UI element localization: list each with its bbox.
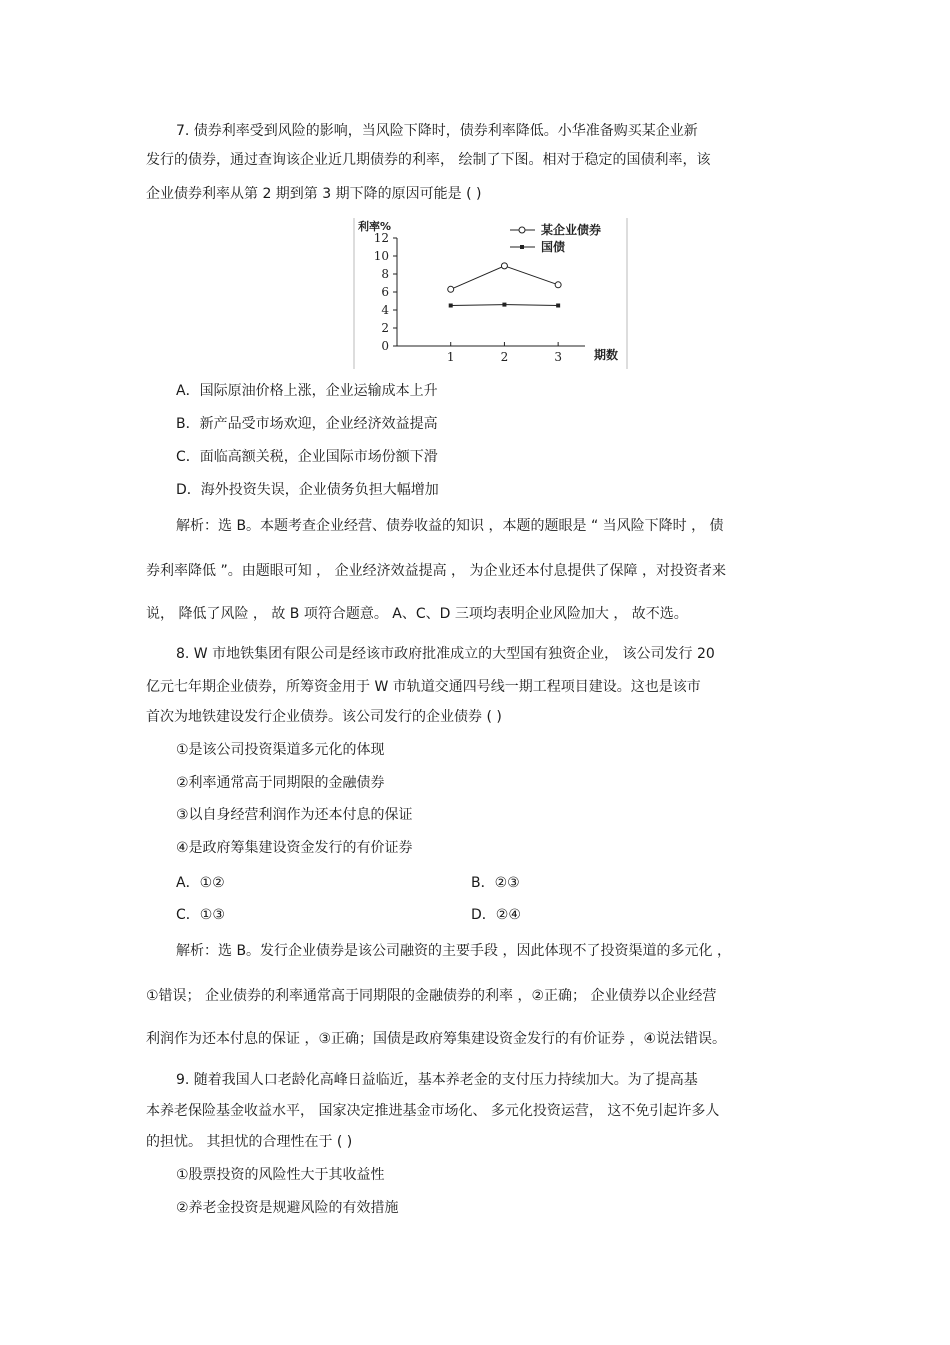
q8-item-2: ②利率通常高于同期限的金融债券	[176, 775, 385, 791]
q7-analysis-line-2: 券利率降低 ”。由题眼可知 ， 企业经济效益提高 ， 为企业还本付息提供了保障 ，对投资者来	[146, 563, 726, 579]
q8-analysis-line-3: 利润作为还本付息的保证 ，③正确；国债是政府筹集建设资金发行的有价证券 ，④说法错误。	[146, 1031, 726, 1047]
interest-rate-chart	[345, 215, 635, 373]
q8-option-a: A．①②	[176, 875, 225, 891]
q7-option-b: B．新产品受市场欢迎，企业经济效益提高	[176, 416, 438, 432]
q9-stem-line-1: 9. 随着我国人口老龄化高峰日益临近，基本养老金的支付压力持续加大。为了提高基	[176, 1072, 698, 1088]
y-tick-label: 6	[381, 285, 389, 299]
q8-item-1: ①是该公司投资渠道多元化的体现	[176, 742, 385, 758]
q8-option-b: B．②③	[471, 875, 520, 891]
q9-stem-line-2: 本养老保险基金收益水平， 国家决定推进基金市场化、 多元化投资运营， 这不免引起许多人	[146, 1103, 720, 1119]
q8-stem-line-1: 8. W 市地铁集团有限公司是经该市政府批准成立的大型国有独资企业， 该公司发行 20	[176, 646, 715, 662]
q8-analysis-line-2: ①错误； 企业债券的利率通常高于同期限的金融债券的利率 ，②正确； 企业债券以企业经营	[146, 988, 717, 1004]
q8-option-d: D．②④	[471, 907, 521, 923]
q7-stem-line-1: 7. 债券利率受到风险的影响，当风险下降时，债券利率降低。小华准备购买某企业新	[176, 123, 698, 139]
legend-marker-treasury	[520, 245, 524, 249]
q7-option-d: D．海外投资失误，企业债务负担大幅增加	[176, 482, 439, 498]
q7-option-a: A．国际原油价格上涨，企业运输成本上升	[176, 383, 438, 399]
y-tick-label: 4	[381, 303, 389, 317]
q7-analysis-line-3: 说， 降低了风险 ， 故 B 项符合题意。 A、C、D 三项均表明企业风险加大 ， 故不选。	[146, 606, 688, 622]
series-line-1	[451, 266, 558, 289]
data-point-enterprise-bond	[555, 282, 561, 288]
q9-stem-line-3: 的担忧。 其担忧的合理性在于 ( )	[146, 1134, 353, 1150]
q7-analysis-line-1: 解析：选 B。本题考查企业经营、债券收益的知识 ，本题的题眼是 “ 当风险下降时 ， 债	[176, 518, 724, 534]
q7-stem-line-2: 发行的债券，通过查询该企业近几期债券的利率， 绘制了下图。相对于稳定的国债利率，该	[146, 152, 711, 168]
y-tick-label: 2	[381, 321, 389, 335]
q8-item-3: ③以自身经营利润作为还本付息的保证	[176, 807, 413, 823]
data-point-treasury-bond	[449, 304, 453, 308]
y-tick-label: 0	[381, 339, 389, 353]
y-tick-label: 10	[373, 249, 389, 263]
q7-option-c: C．面临高额关税，企业国际市场份额下滑	[176, 449, 438, 465]
x-tick-label: 2	[500, 350, 509, 364]
data-point-treasury-bond	[556, 304, 560, 308]
q9-item-2: ②养老金投资是规避风险的有效措施	[176, 1200, 399, 1216]
x-tick-label: 1	[446, 350, 455, 364]
y-tick-label: 12	[373, 231, 389, 245]
legend-marker-enterprise	[519, 227, 525, 233]
y-axis-label: 利率%	[358, 220, 392, 233]
x-axis-label: 期数	[594, 348, 619, 362]
y-tick-label: 8	[381, 267, 389, 281]
data-point-treasury-bond	[502, 303, 506, 307]
data-point-enterprise-bond	[501, 263, 507, 269]
x-tick-label: 3	[554, 350, 562, 364]
legend-label-enterprise: 某企业债券	[541, 223, 602, 237]
q7-stem-line-3: 企业债券利率从第 2 期到第 3 期下降的原因可能是 ( )	[146, 186, 482, 202]
q8-stem-line-3: 首次为地铁建设发行企业债券。该公司发行的企业债券 ( )	[146, 709, 502, 725]
data-point-enterprise-bond	[448, 286, 454, 292]
q8-stem-line-2: 亿元七年期企业债券，所筹资金用于 W 市轨道交通四号线一期工程项目建设。这也是该市	[146, 679, 701, 695]
legend	[510, 222, 601, 254]
q8-option-c: C．①③	[176, 907, 225, 923]
q8-item-4: ④是政府筹集建设资金发行的有价证券	[176, 840, 413, 856]
q8-analysis-line-1: 解析：选 B。发行企业债券是该公司融资的主要手段 ，因此体现不了投资渠道的多元化 ，	[176, 943, 731, 959]
q9-item-1: ①股票投资的风险性大于其收益性	[176, 1167, 385, 1183]
legend-label-treasury: 国债	[541, 240, 566, 254]
